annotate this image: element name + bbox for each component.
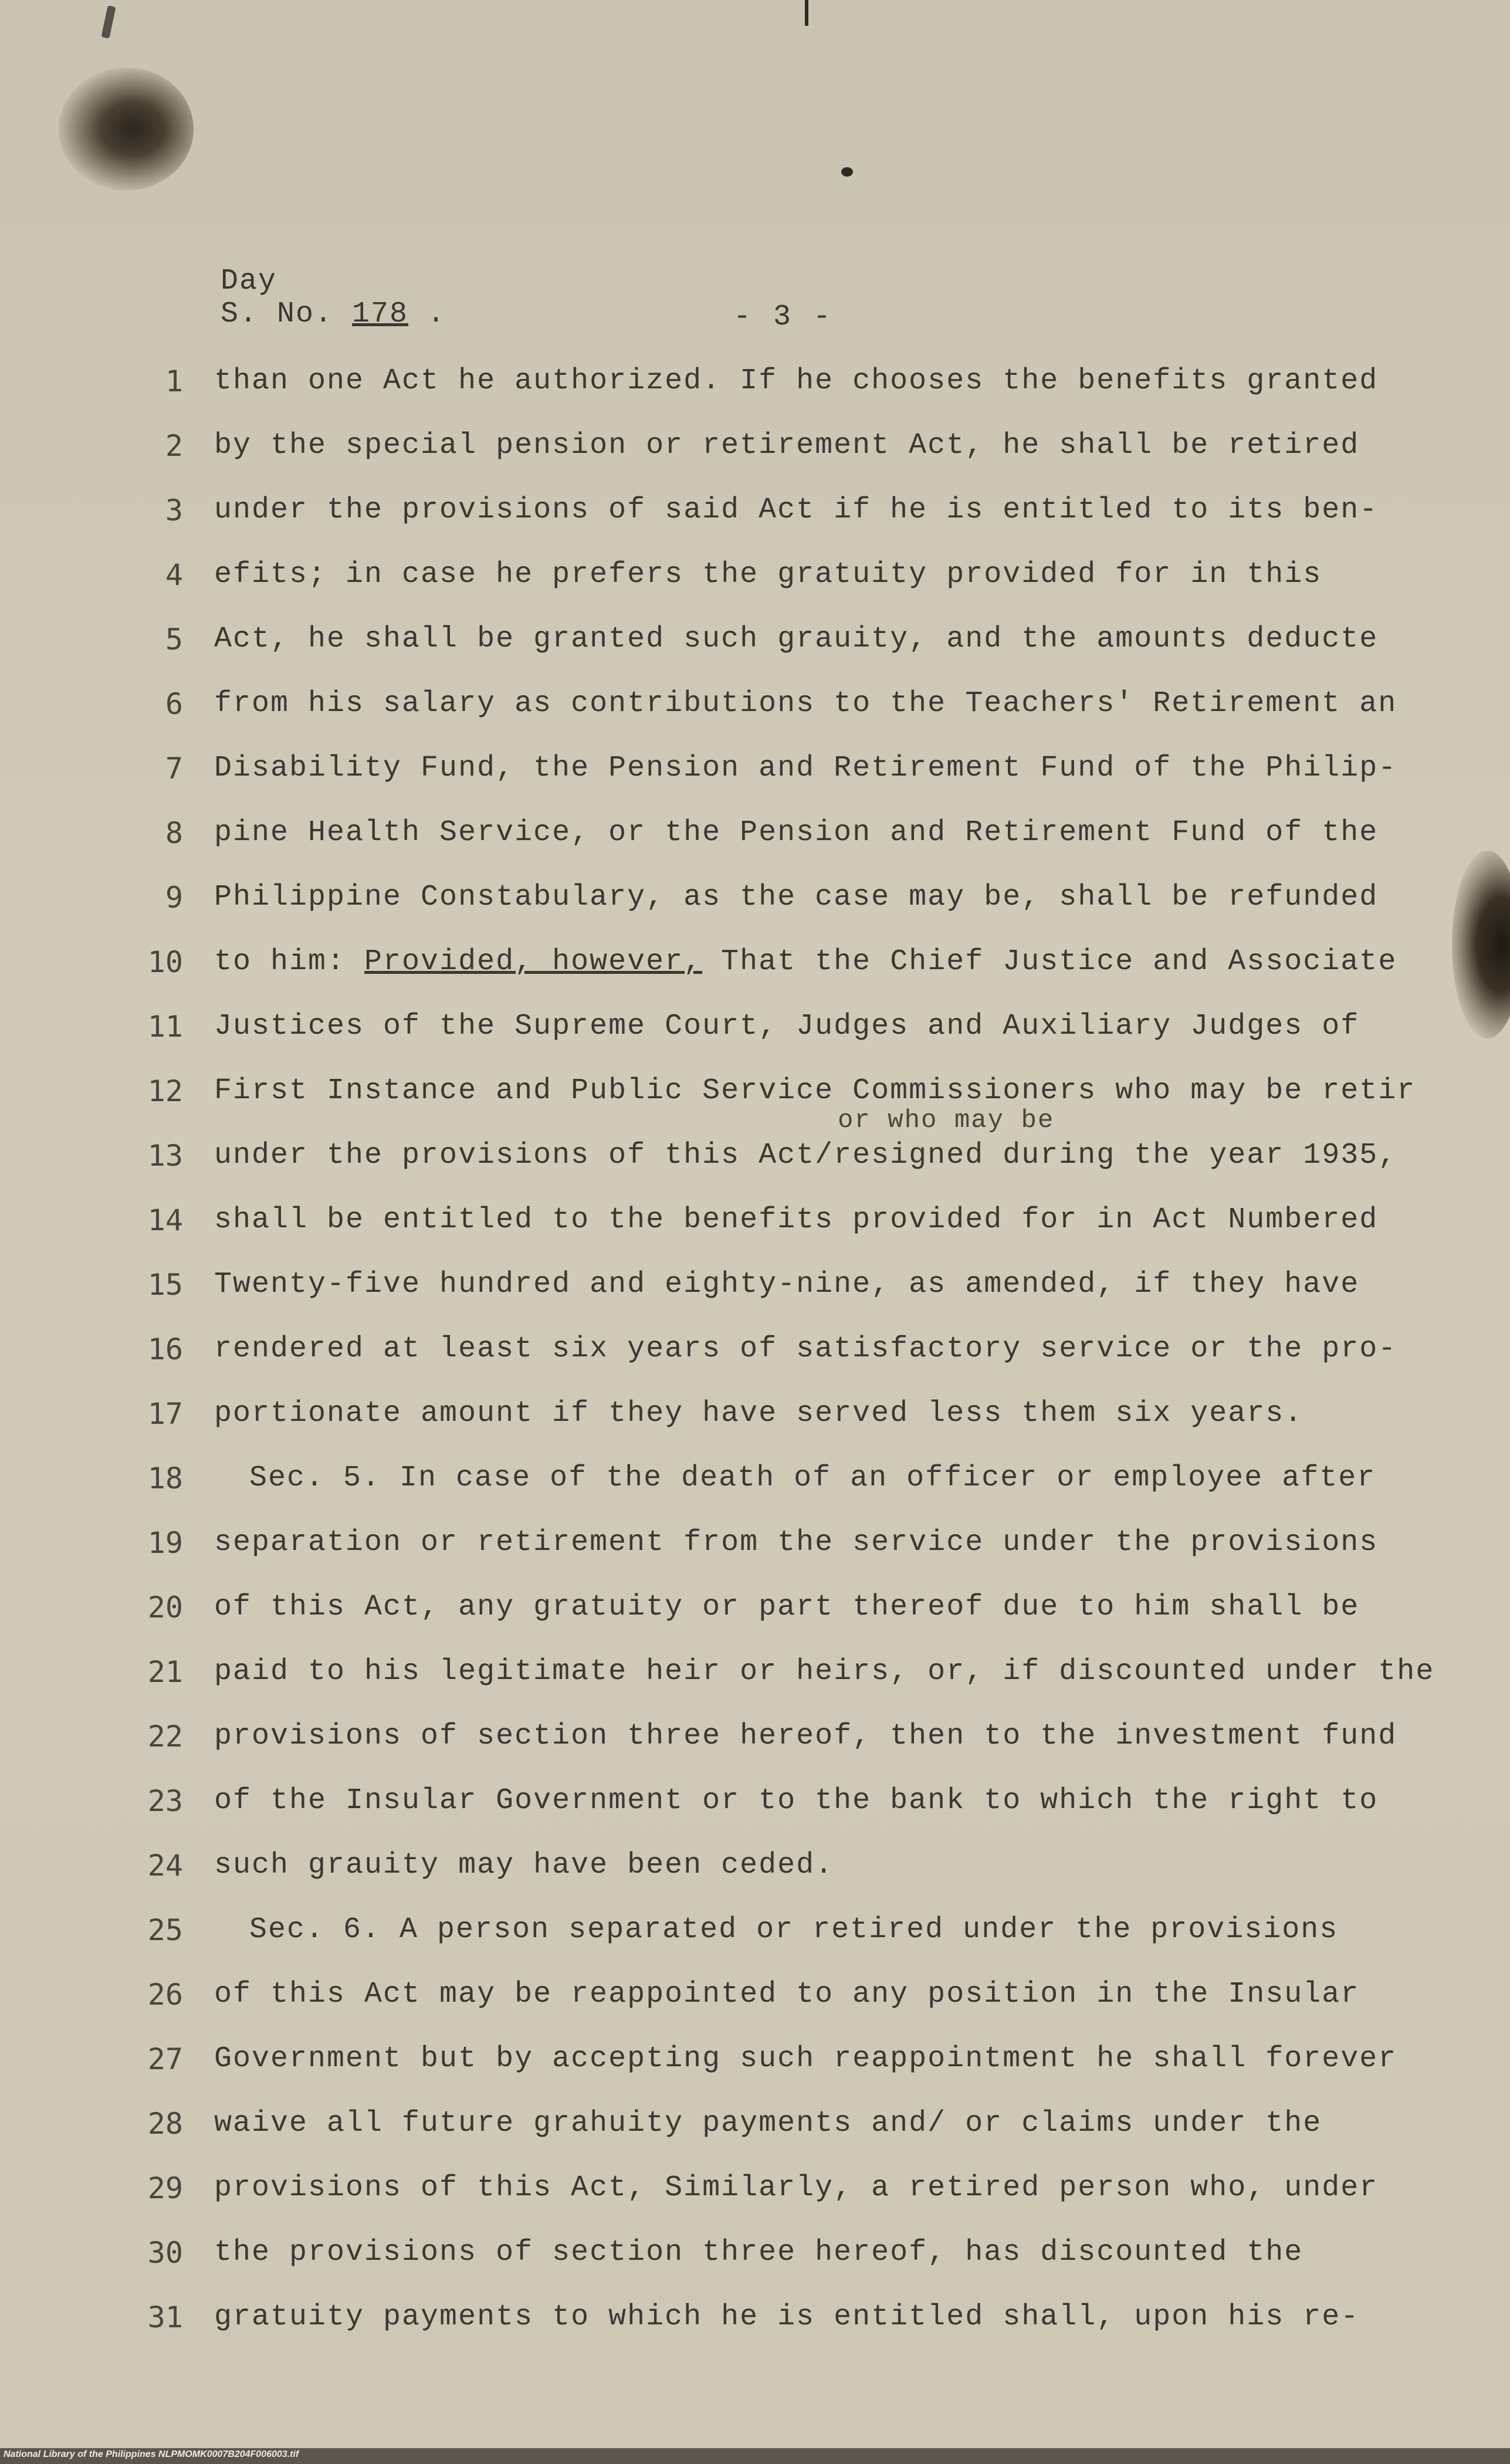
line-number: 23 <box>147 1784 183 1818</box>
corner-scratch <box>101 5 116 39</box>
line-text: efits; in case he prefers the gratuity provided for in this <box>214 558 1322 591</box>
header-sno-suffix: . <box>408 297 446 331</box>
underlined-proviso: Provided, however, <box>364 945 703 979</box>
text-line <box>0 1200 1510 1241</box>
text-line <box>0 942 1510 983</box>
header-sno-number: 178 <box>352 297 409 331</box>
header-day: Day <box>221 265 277 298</box>
line-text: separation or retirement from the service under the provisions <box>214 1526 1379 1559</box>
text-line <box>0 2103 1510 2144</box>
text-line <box>0 1135 1510 1176</box>
text-line <box>0 683 1510 725</box>
line-number: 15 <box>147 1268 183 1302</box>
line-number: 11 <box>147 1010 183 1044</box>
text-line <box>0 490 1510 531</box>
line-number: 31 <box>147 2300 183 2334</box>
header-sno-prefix: S. No. <box>221 297 334 331</box>
text-line <box>0 813 1510 854</box>
line-text: by the special pension or retirement Act, he shall be retired <box>214 429 1360 462</box>
line-text-pre: to him: <box>214 945 365 979</box>
line-text: provisions of this Act, Similarly, a retired person who, under <box>214 2171 1379 2205</box>
burn-stain-top-left <box>59 67 194 191</box>
line-number: 8 <box>165 816 183 850</box>
line-text: under the provisions of this Act/resigned during the year 1935, <box>214 1139 1397 1172</box>
line-text: portionate amount if they have served less them six years. <box>214 1397 1304 1430</box>
text-line <box>0 748 1510 789</box>
line-number: 4 <box>165 558 183 592</box>
line-text: First Instance and Public Service Commissioners who may be retir <box>214 1074 1416 1108</box>
line-text: waive all future grahuity payments and/ or claims under the <box>214 2107 1322 2140</box>
bill-header <box>221 265 446 331</box>
line-number: 10 <box>147 945 183 979</box>
archive-footer-text: National Library of the Philippines NLPMOMK0007B204F006003.tif <box>4 2449 299 2459</box>
line-number: 19 <box>147 1526 183 1560</box>
line-text: provisions of section three hereof, then to the investment fund <box>214 1720 1397 1753</box>
line-number: 18 <box>147 1461 183 1495</box>
text-line <box>0 2039 1510 2080</box>
text-line <box>0 554 1510 595</box>
line-text: shall be entitled to the benefits provided for in Act Numbered <box>214 1203 1379 1237</box>
line-number: 13 <box>147 1139 183 1173</box>
line-number: 16 <box>147 1332 183 1366</box>
text-line <box>0 1522 1510 1563</box>
line-number: 17 <box>147 1397 183 1431</box>
line-text: Sec. 5. In case of the death of an officer or employee after <box>249 1461 1376 1495</box>
text-line <box>0 361 1510 402</box>
line-text: the provisions of section three hereof, has discounted the <box>214 2236 1304 2269</box>
ink-dot <box>841 167 853 177</box>
line-number: 26 <box>147 1978 183 2012</box>
line-number: 14 <box>147 1203 183 1237</box>
line-text: Disability Fund, the Pension and Retirement Fund of the Philip- <box>214 752 1397 785</box>
text-line <box>0 1329 1510 1370</box>
line-number: 7 <box>165 752 183 786</box>
line-number: 24 <box>147 1849 183 1883</box>
line-text: Philippine Constabulary, as the case may be, shall be refunded <box>214 881 1379 914</box>
line-number: 27 <box>147 2042 183 2076</box>
text-line <box>0 425 1510 466</box>
line-text: of this Act, any gratuity or part thereof due to him shall be <box>214 1590 1360 1624</box>
text-line <box>0 1393 1510 1434</box>
line-number: 6 <box>165 687 183 721</box>
line-text: pine Health Service, or the Pension and Retirement Fund of the <box>214 816 1379 849</box>
line-number: 30 <box>147 2236 183 2270</box>
line-text: of the Insular Government or to the bank to which the right to <box>214 1784 1379 1817</box>
line-text: Justices of the Supreme Court, Judges and Auxiliary Judges of <box>214 1010 1360 1043</box>
line-number: 5 <box>165 622 183 656</box>
line-text: gratuity payments to which he is entitled shall, upon his re- <box>214 2300 1360 2334</box>
line-text: than one Act he authorized. If he chooses the benefits granted <box>214 364 1379 398</box>
line-number: 2 <box>165 429 183 463</box>
archive-footer <box>0 2448 1510 2464</box>
text-line <box>0 1845 1510 1886</box>
line-number: 12 <box>147 1074 183 1108</box>
text-line <box>0 1006 1510 1047</box>
line-text: rendered at least six years of satisfactory service or the pro- <box>214 1332 1397 1366</box>
top-edge-mark <box>805 0 808 26</box>
line-text: Government but by accepting such reappointment he shall forever <box>214 2042 1397 2076</box>
line-text: of this Act may be reappointed to any position in the Insular <box>214 1978 1360 2011</box>
text-line <box>0 1651 1510 1693</box>
line-number: 22 <box>147 1720 183 1754</box>
interlinear-insertion: or who may be <box>838 1106 1055 1135</box>
line-number: 3 <box>165 493 183 527</box>
text-line <box>0 2168 1510 2209</box>
line-number: 25 <box>147 1913 183 1947</box>
header-bill-number <box>221 298 446 331</box>
line-number: 29 <box>147 2171 183 2205</box>
line-number: 20 <box>147 1590 183 1624</box>
text-line <box>0 1587 1510 1628</box>
line-number: 9 <box>165 881 183 915</box>
text-line <box>0 1458 1510 1499</box>
line-number: 1 <box>165 364 183 398</box>
line-text: Twenty-five hundred and eighty-nine, as amended, if they have <box>214 1268 1360 1301</box>
text-line <box>0 1071 1510 1112</box>
line-text: such grauity may have been ceded. <box>214 1849 834 1882</box>
line-text: Act, he shall be granted such grauity, and the amounts deducte <box>214 622 1379 656</box>
text-line <box>0 1716 1510 1757</box>
text-line <box>0 1910 1510 1951</box>
text-line <box>0 1781 1510 1822</box>
text-line <box>0 1264 1510 1305</box>
line-text-post: That the Chief Justice and Associate <box>702 945 1397 979</box>
line-text: paid to his legitimate heir or heirs, or, if discounted under the <box>214 1655 1435 1688</box>
line-number: 28 <box>147 2107 183 2141</box>
text-line <box>0 619 1510 660</box>
line-text: Sec. 6. A person separated or retired under the provisions <box>249 1913 1339 1947</box>
line-text: under the provisions of said Act if he is entitled to its ben- <box>214 493 1379 527</box>
page-number: - 3 - <box>733 300 834 334</box>
text-line <box>0 877 1510 918</box>
text-line <box>0 1974 1510 2015</box>
line-number: 21 <box>147 1655 183 1689</box>
text-line <box>0 2232 1510 2273</box>
line-text <box>214 942 1458 983</box>
text-line <box>0 2297 1510 2338</box>
line-text: from his salary as contributions to the Teachers' Retirement an <box>214 687 1397 720</box>
